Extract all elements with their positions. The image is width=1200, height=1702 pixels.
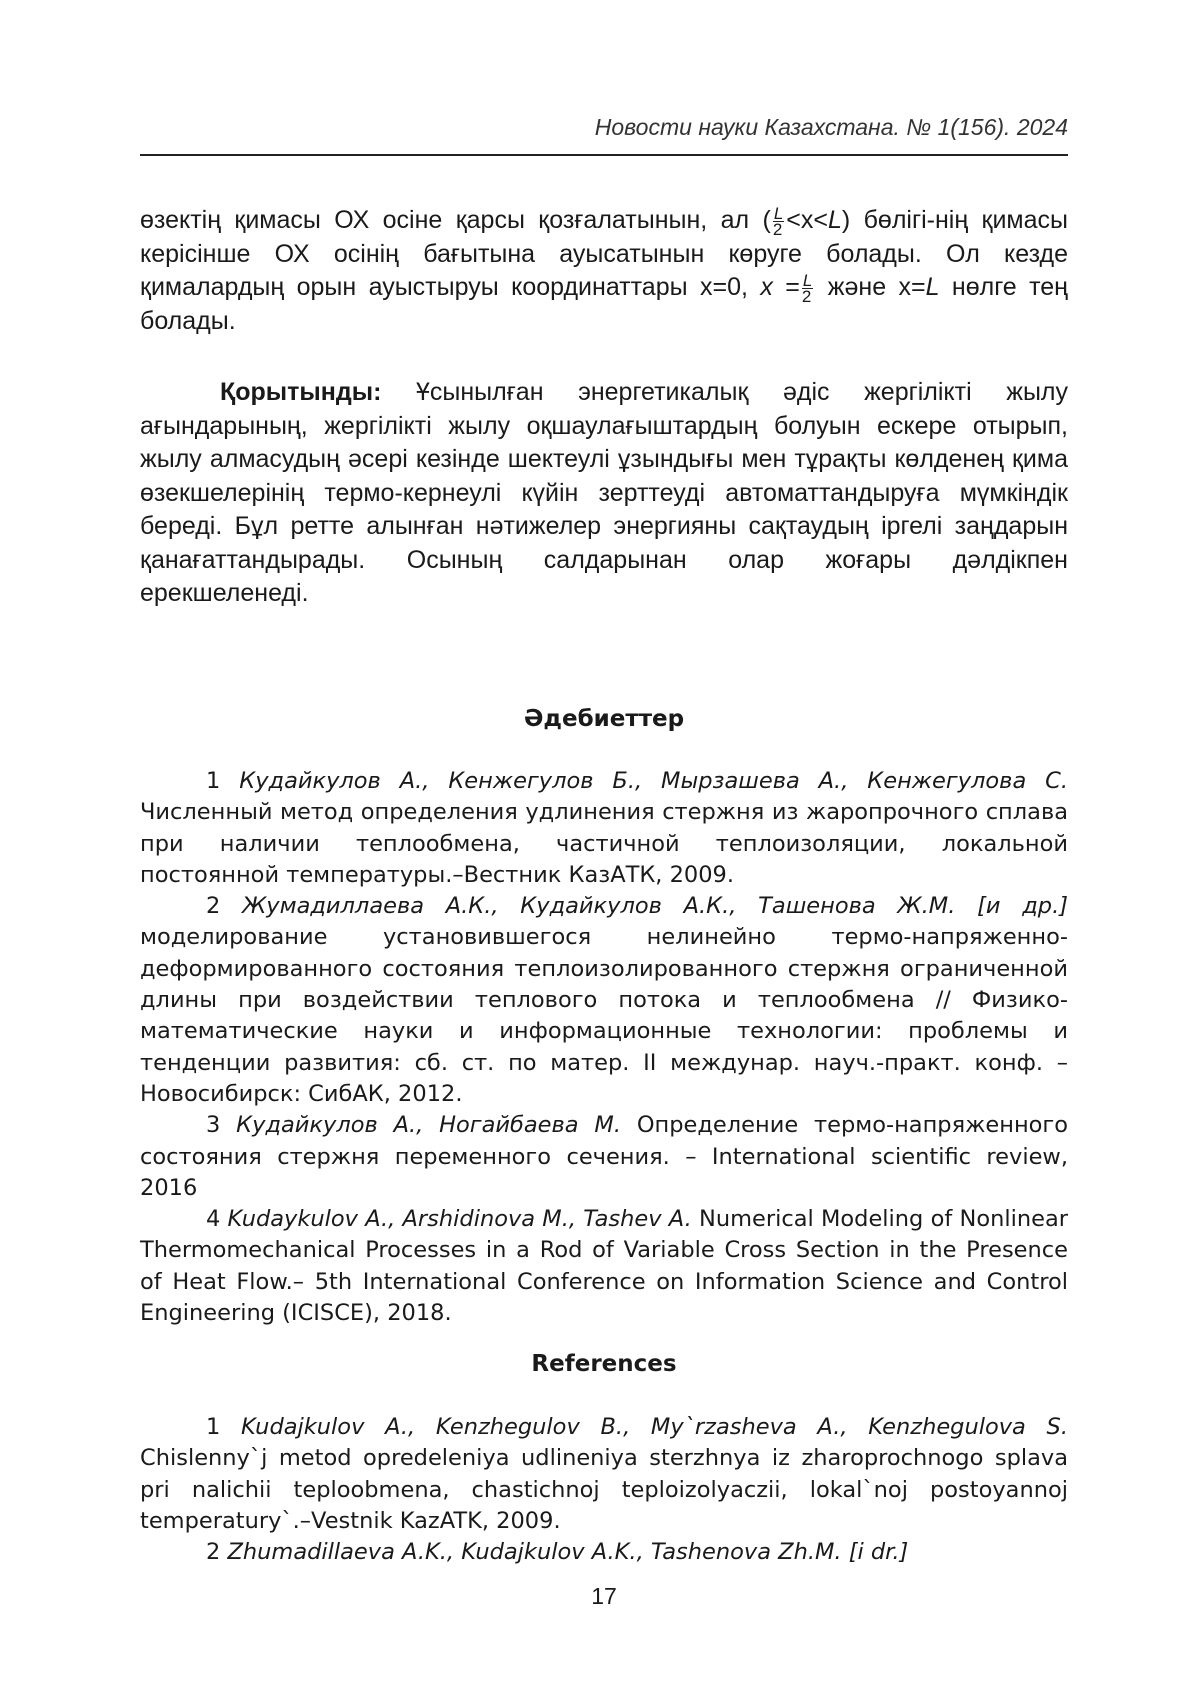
references-title: References xyxy=(531,1351,677,1377)
literature-item-3-text: Определение термо-напряженного состояния стержня переменного сечения. – International scientific review, 2016 xyxy=(140,1112,1069,1201)
reference-item-1-text: Chislenny`j metod opredeleniya udlineniya sterzhnya iz zharoprochnogo splava pri nalichii teploobmena, chastichnoj teploizolyaczii, lokal`noj postoyannoj temperatury`.–Vestnik KazATK, 2009. xyxy=(140,1445,1068,1534)
intro-text-e: нөлге тең болады. xyxy=(140,273,1068,335)
literature-item-3-authors: Кудайкулов А., Ногайбаева М. xyxy=(236,1112,621,1139)
intro-text-c: ) бөлігі-нің қимасы керісінше ОХ осінің бағытына ауысатынын көруге болады. Ол кезде қималардың орын ауыстыруы координаттары x=0, xyxy=(140,206,1068,301)
literature-item-2: 2 Жумадиллаева А.К., Кудайкулов А.К., Ташенова Ж.М. [и др.] моделирование установившегося нелинейно термо-напряженно-деформированного состояния теплоизолированного стержня ограниченной длины при воздействии теплового потока и теплообмена // Физико-математические науки и информационные технологии: проблемы и тенденции развития: сб. ст. по матер. II междунар. науч.-практ. конф. – Новосибирск: СибАК, 2012. xyxy=(140,893,1069,1107)
intro-eq: = xyxy=(772,273,800,301)
fraction-l-over-2-second: $\frac{L}{2}$ xyxy=(801,270,813,306)
literature-item-2-authors: Жумадиллаева А.К., Кудайкулов А.К., Ташенова Ж.М. [и др.] xyxy=(242,893,1069,920)
page-number: 17 xyxy=(591,1583,617,1609)
reference-item-2-authors: Zhumadillaeva A.K., Kudajkulov A.K., Tashenova Zh.M. [i dr.] xyxy=(227,1539,909,1566)
literature-item-4-text: Numerical Modeling of Nonlinear Thermomechanical Processes in a Rod of Variable Cross Section in the Presence of Heat Flow.– 5th International Conference on Information Science and Control Engineering (ICISCE), 2018. xyxy=(140,1206,1068,1327)
literature-list xyxy=(140,766,1068,1329)
conclusion-text: Ұсынылған энергетикалық әдіс жергілікті жылу ағындарының, жергілікті жылу оқшаулағыштардың болуын ескере отырып, жылу алмасудың әсері кезінде шектеулі ұзындығы мен тұрақты көлденең қима өзекшелерінің термо-кернеулі күйін зерттеуді автоматтандыруға мүмкіндік береді. Бұл ретте алынған нәтижелер энергияны сақтаудың іргелі заңдарын қанағаттандырады. Осының салдарынан олар жоғары дәлдікпен ерекшеленеді. xyxy=(140,378,1068,607)
intro-text-a: өзектің қимасы ОХ осіне қарсы қозғалатынын, ал ( xyxy=(140,206,771,234)
literature-item-4-authors: Kudaykulov A., Arshidinova M., Tashev A. xyxy=(227,1206,692,1233)
journal-header: Новости науки Казахстана. № 1(156). 2024 xyxy=(594,114,1068,140)
literature-item-3: 3 Кудайкулов А., Ногайбаева М. Определение термо-напряженного состояния стержня переменного сечения. – International scientific review, 2016 xyxy=(140,1112,1069,1201)
literature-title: Әдебиеттер xyxy=(523,706,685,732)
references-list xyxy=(140,1412,1068,1568)
intro-text-b: <x< xyxy=(786,206,828,234)
reference-item-2: 2 Zhumadillaeva A.K., Kudajkulov A.K., Tashenova Zh.M. [i dr.] xyxy=(206,1539,909,1566)
intro-text-d: және x= xyxy=(815,273,926,301)
header-rule xyxy=(140,154,1068,156)
intro-paragraph xyxy=(140,204,1068,338)
reference-item-1: 1 Kudajkulov A., Kenzhegulov B., My`rzasheva A., Kenzhegulova S. Chislenny`j metod opredeleniya udlineniya sterzhnya iz zharoprochnogo splava pri nalichii teploobmena, chastichnoj teploizolyaczii, lokal`noj postoyannoj temperatury`.–Vestnik KazATK, 2009. xyxy=(140,1414,1068,1534)
intro-var-l: L xyxy=(828,206,842,234)
conclusion-label: Қорытынды: xyxy=(220,378,382,406)
literature-item-4: 4 Kudaykulov A., Arshidinova M., Tashev A. Numerical Modeling of Nonlinear Thermomechanical Processes in a Rod of Variable Cross Section in the Presence of Heat Flow.– 5th International Conference on Information Science and Control Engineering (ICISCE), 2018. xyxy=(140,1206,1068,1327)
reference-item-1-authors: Kudajkulov A., Kenzhegulov B., My`rzasheva A., Kenzhegulova S. xyxy=(241,1414,1068,1440)
conclusion-paragraph xyxy=(140,376,1068,611)
fraction-l-over-2: $\frac{L}{2}$ xyxy=(772,203,784,239)
literature-item-1: 1 Кудайкулов А., Кенжегулов Б., Мырзашева А., Кенжегулова С. Численный метод определения удлинения стержня из жаропрочного сплава при наличии теплообмена, частичной теплоизоляции, локальной постоянной температуры.–Вестник КазАТК, 2009. xyxy=(140,768,1069,888)
literature-item-1-authors: Кудайкулов А., Кенжегулов Б., Мырзашева А., Кенжегулова С. xyxy=(239,768,1069,794)
literature-item-1-text: Численный метод определения удлинения стержня из жаропрочного сплава при наличии теплообмена, частичной теплоизоляции, локальной постоянной температуры.–Вестник КазАТК, 2009. xyxy=(140,799,1068,888)
literature-item-2-text: моделирование установившегося нелинейно термо-напряженно-деформированного состояния теплоизолированного стержня ограниченной длины при воздействии теплового потока и теплообмена // Физико-математические науки и информационные технологии: проблемы и тенденции развития: сб. ст. по матер. II междунар. науч.-практ. конф. – Новосибирск: СибАК, 2012. xyxy=(140,924,1068,1107)
intro-var-l-2: L xyxy=(925,273,940,301)
intro-var-x: x xyxy=(760,273,773,301)
